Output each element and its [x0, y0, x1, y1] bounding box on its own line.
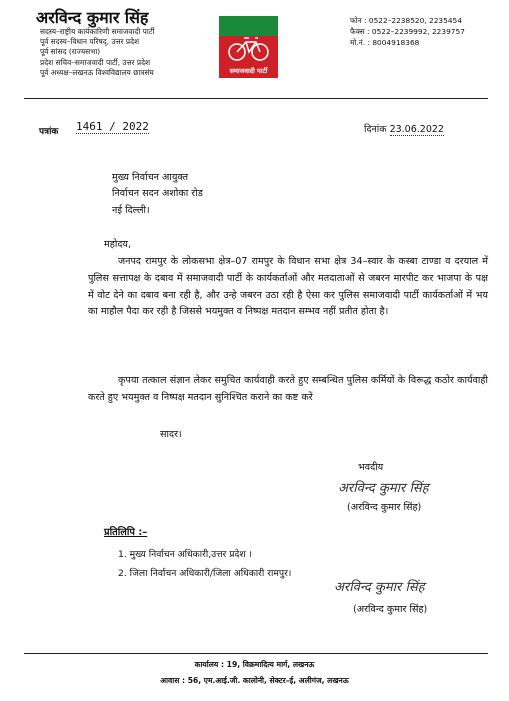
logo-caption: समाजवादी पार्टी — [229, 67, 268, 75]
recipient-line: मुख्य निर्वाचन आयुक्त — [112, 172, 189, 183]
header-divider — [24, 98, 488, 99]
signature: अरविन्द कुमार सिंह — [338, 481, 429, 496]
date-value: 23.06.2022 — [389, 124, 444, 135]
copy-to-item: 2. जिला निर्वाचन अधिकारी/जिला अधिकारी रामपुर। — [118, 568, 292, 579]
signoff: भवदीय — [358, 462, 384, 473]
footer-divider — [24, 653, 488, 654]
title-line: सदस्य–राष्ट्रीय कार्यकारिणी समाजवादी पार्टी — [40, 27, 155, 36]
date-label: दिनांक — [364, 124, 387, 135]
footer-office: कार्यालय : 19, विक्रमादित्य मार्ग, लखनऊ — [194, 660, 315, 669]
party-logo — [219, 16, 278, 78]
closing: सादर। — [160, 429, 182, 440]
copy-to-label: प्रतिलिपि :– — [104, 527, 148, 538]
signatory-name: (अरविन्द कुमार सिंह) — [353, 604, 428, 615]
body-paragraph: कृपया तत्काल संज्ञान लेकर समुचित कार्यवाही करते हुए सम्बन्धित पुलिस कर्मियों के विरूद्ध कठोर कार्यवाही करते हुए भयमुक्त व निष्पक्ष मतदान सुनिश्चित कराने का कष्ट करें — [88, 375, 488, 403]
recipient-line: नई दिल्ली। — [112, 205, 150, 216]
recipient-line: निर्वाचन सदन अशोका रोड — [112, 188, 203, 199]
title-line: प्रदेश सचिव–समाजवादी पार्टी, उत्तर प्रदेश — [40, 58, 151, 67]
body-paragraph: जनपद रामपुर के लोकसभा क्षेत्र–07 रामपुर के विधान सभा क्षेत्र 34–स्वार के कस्बा टाण्डा व दरयाल में पुलिस सत्तापक्ष के दबाव में समाजवादी पार्टी के कार्यकर्ताओं और मतदाताओं से जबरन मारपीट कर भाजपा के पक्ष में वोट देने का दबाव बना रही है, और उन्हे जबरन उठा रही है ऐसा कर पुलिस समाजवादी पार्टी कार्यकर्ताओं में भय का माहौल पैदा कर रही है जिससे भयमुक्त व निष्पक्ष मतदान सम्भव नहीं प्रतीत होता है। — [88, 256, 488, 318]
signatory-name: (अरविन्द कुमार सिंह) — [347, 502, 422, 513]
footer-residence: आवास : 56, एम.आई.जी. कालोनी, सेक्टर–ई, अलीगंज, लखनऊ — [160, 676, 349, 685]
copy-to-item: 1. मुख्य निर्वाचन अधिकारी,उत्तर प्रदेश । — [118, 549, 252, 560]
contact-phone: फोन : 0522–2238520, 2235454 — [350, 16, 462, 25]
letter-date — [364, 122, 444, 136]
title-line: पूर्व सदस्य–विधान परिषद्, उत्तर प्रदेश — [40, 37, 140, 46]
title-line: पूर्व अध्यक्ष–लखनऊ विश्वविद्यालय छात्रसंघ — [40, 68, 154, 77]
ref-label: पत्रांक — [39, 127, 59, 137]
salutation: महोदय, — [104, 239, 132, 250]
contact-fax: फैक्स : 0522–2239992, 2239757 — [350, 27, 465, 36]
ref-number — [76, 120, 149, 134]
ref-number-value: 1461 / 2022 — [76, 120, 149, 133]
contact-mobile: मो.नं. : 8004918368 — [350, 38, 420, 47]
signature: अरविन्द कुमार सिंह — [334, 580, 425, 595]
title-line: पूर्व सांसद (राज्यसभा) — [40, 47, 101, 56]
letterhead-name: अरविन्द कुमार सिंह — [36, 8, 149, 27]
